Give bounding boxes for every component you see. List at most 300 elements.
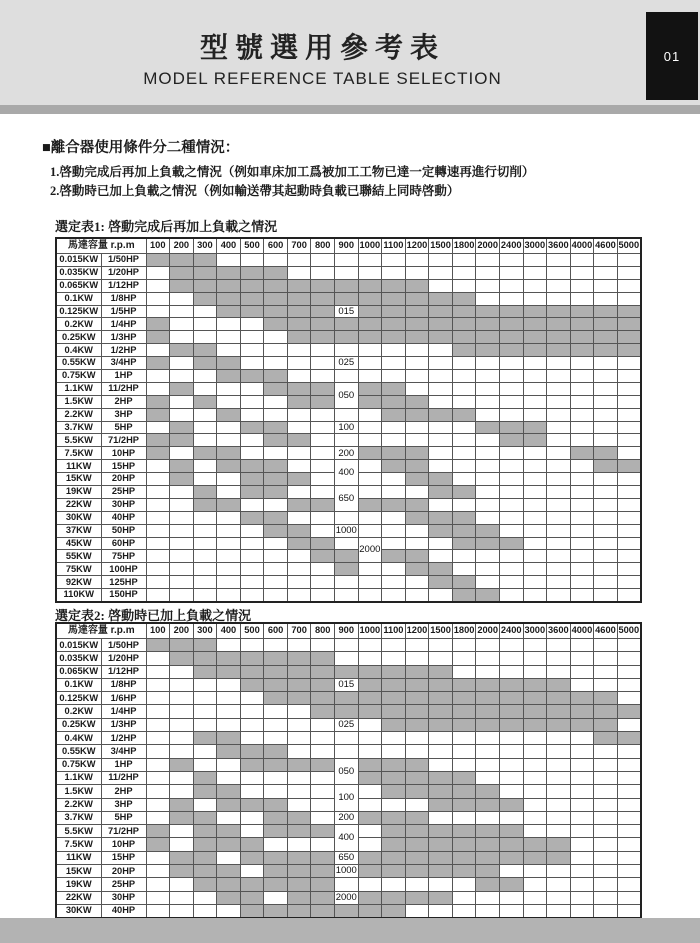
shaded-rpm-cell <box>170 851 194 864</box>
rpm-cell <box>547 292 571 305</box>
motor-kw-cell: 2.2KW <box>56 408 101 421</box>
shaded-rpm-cell <box>217 447 241 460</box>
shaded-rpm-cell <box>452 865 476 878</box>
shaded-rpm-cell <box>287 524 311 537</box>
model-label-cell: 400 <box>335 825 359 852</box>
rpm-cell <box>476 357 500 370</box>
rpm-cell <box>570 652 594 665</box>
rpm-cell <box>617 692 641 705</box>
rpm-cell <box>570 639 594 652</box>
rpm-cell <box>617 254 641 267</box>
shaded-rpm-cell <box>405 838 429 851</box>
rpm-cell <box>264 395 288 408</box>
rpm-cell <box>476 745 500 758</box>
rpm-cell <box>523 785 547 798</box>
shaded-rpm-cell <box>240 370 264 383</box>
motor-kw-cell: 0.015KW <box>56 254 101 267</box>
rpm-cell <box>570 408 594 421</box>
rpm-cell <box>523 473 547 486</box>
rpm-cell <box>594 865 618 878</box>
rpm-header: 800 <box>311 623 335 639</box>
shaded-rpm-cell <box>358 678 382 691</box>
rpm-cell <box>287 266 311 279</box>
shaded-rpm-cell <box>523 678 547 691</box>
rpm-cell <box>570 292 594 305</box>
shaded-rpm-cell <box>382 460 406 473</box>
shaded-rpm-cell <box>499 825 523 838</box>
rpm-header: 1500 <box>429 623 453 639</box>
rpm-cell <box>476 382 500 395</box>
shaded-rpm-cell <box>594 732 618 745</box>
motor-kw-cell: 19KW <box>56 486 101 499</box>
motor-hp-cell: 10HP <box>101 447 146 460</box>
shaded-rpm-cell <box>193 447 217 460</box>
rpm-cell <box>429 639 453 652</box>
shaded-rpm-cell <box>311 550 335 563</box>
shaded-rpm-cell <box>287 318 311 331</box>
rpm-cell <box>146 279 170 292</box>
rpm-cell <box>217 563 241 576</box>
table-row <box>56 639 641 652</box>
shaded-rpm-cell <box>382 838 406 851</box>
rpm-cell <box>547 537 571 550</box>
motor-kw-cell: 1.1KW <box>56 771 101 784</box>
shaded-rpm-cell <box>287 434 311 447</box>
rpm-cell <box>146 305 170 318</box>
shaded-rpm-cell <box>382 318 406 331</box>
rpm-cell <box>240 865 264 878</box>
rpm-cell <box>452 904 476 918</box>
rpm-cell <box>287 408 311 421</box>
shaded-rpm-cell <box>311 665 335 678</box>
shaded-rpm-cell <box>594 692 618 705</box>
shaded-rpm-cell <box>193 665 217 678</box>
shaded-rpm-cell <box>405 408 429 421</box>
rpm-cell <box>193 421 217 434</box>
shaded-rpm-cell <box>594 718 618 731</box>
shaded-rpm-cell <box>382 550 406 563</box>
motor-kw-cell: 55KW <box>56 550 101 563</box>
rpm-cell <box>594 537 618 550</box>
shaded-rpm-cell <box>358 705 382 718</box>
shaded-rpm-cell <box>287 758 311 771</box>
rpm-header: 900 <box>335 623 359 639</box>
rpm-cell <box>311 589 335 602</box>
rpm-cell <box>193 305 217 318</box>
rpm-cell <box>240 589 264 602</box>
shaded-rpm-cell <box>617 344 641 357</box>
shaded-rpm-cell <box>170 798 194 811</box>
rpm-header: 1800 <box>452 238 476 254</box>
shaded-rpm-cell <box>570 331 594 344</box>
shaded-rpm-cell <box>429 891 453 904</box>
motor-kw-cell: 0.4KW <box>56 732 101 745</box>
shaded-rpm-cell <box>405 460 429 473</box>
rpm-cell <box>335 745 359 758</box>
rpm-header-row <box>56 623 641 639</box>
rpm-cell <box>170 678 194 691</box>
shaded-rpm-cell <box>429 331 453 344</box>
shaded-rpm-cell <box>452 331 476 344</box>
rpm-cell <box>193 318 217 331</box>
rpm-cell <box>452 279 476 292</box>
shaded-rpm-cell <box>170 639 194 652</box>
shaded-rpm-cell <box>499 344 523 357</box>
rpm-cell <box>146 705 170 718</box>
rpm-cell <box>264 589 288 602</box>
rpm-cell <box>570 838 594 851</box>
rpm-cell <box>429 745 453 758</box>
shaded-rpm-cell <box>217 891 241 904</box>
shaded-rpm-cell <box>240 838 264 851</box>
rpm-cell <box>499 665 523 678</box>
rpm-cell <box>146 904 170 918</box>
rpm-cell <box>594 486 618 499</box>
rpm-cell <box>523 408 547 421</box>
shaded-rpm-cell <box>311 382 335 395</box>
shaded-rpm-cell <box>287 382 311 395</box>
motor-hp-cell: 1HP <box>101 370 146 383</box>
header-text-block <box>0 0 645 89</box>
rpm-cell <box>452 878 476 891</box>
rpm-cell <box>264 447 288 460</box>
rpm-cell <box>358 838 382 851</box>
rpm-cell <box>594 563 618 576</box>
shaded-rpm-cell <box>287 305 311 318</box>
table-row <box>56 563 641 576</box>
rpm-cell <box>570 851 594 864</box>
shaded-rpm-cell <box>311 652 335 665</box>
shaded-rpm-cell <box>617 331 641 344</box>
shaded-rpm-cell <box>311 395 335 408</box>
rpm-cell <box>264 357 288 370</box>
shaded-rpm-cell <box>193 498 217 511</box>
table-row <box>56 447 641 460</box>
rpm-cell <box>476 408 500 421</box>
rpm-cell <box>311 357 335 370</box>
rpm-cell <box>358 344 382 357</box>
shaded-rpm-cell <box>193 486 217 499</box>
rpm-cell <box>523 904 547 918</box>
rpm-header: 3000 <box>523 623 547 639</box>
shaded-rpm-cell <box>476 838 500 851</box>
motor-kw-cell: 15KW <box>56 865 101 878</box>
rpm-cell <box>547 589 571 602</box>
rpm-cell <box>311 473 335 486</box>
rpm-cell <box>547 904 571 918</box>
rpm-cell <box>146 785 170 798</box>
shaded-rpm-cell <box>499 705 523 718</box>
rpm-cell <box>287 838 311 851</box>
rpm-cell <box>617 395 641 408</box>
rpm-cell <box>358 652 382 665</box>
rpm-cell <box>523 292 547 305</box>
rpm-header: 1000 <box>358 623 382 639</box>
shaded-rpm-cell <box>382 665 406 678</box>
rpm-cell <box>311 511 335 524</box>
rpm-header: 200 <box>170 238 194 254</box>
model-label-cell: 200 <box>335 811 359 824</box>
shaded-rpm-cell <box>240 279 264 292</box>
shaded-rpm-cell <box>476 589 500 602</box>
rpm-cell <box>570 266 594 279</box>
motor-hp-cell: 11/2HP <box>101 771 146 784</box>
rpm-cell <box>617 798 641 811</box>
shaded-rpm-cell <box>452 705 476 718</box>
rpm-header: 1000 <box>358 238 382 254</box>
rpm-cell <box>405 357 429 370</box>
rpm-cell <box>523 447 547 460</box>
shaded-rpm-cell <box>240 292 264 305</box>
rpm-cell <box>170 705 194 718</box>
rpm-cell <box>405 904 429 918</box>
rpm-cell <box>476 447 500 460</box>
shaded-rpm-cell <box>193 279 217 292</box>
shaded-rpm-cell <box>193 639 217 652</box>
rpm-cell <box>217 331 241 344</box>
shaded-rpm-cell <box>382 395 406 408</box>
rpm-cell <box>382 434 406 447</box>
rpm-cell <box>405 745 429 758</box>
shaded-rpm-cell <box>499 421 523 434</box>
rpm-cell <box>146 550 170 563</box>
shaded-rpm-cell <box>358 758 382 771</box>
rpm-cell <box>594 292 618 305</box>
shaded-rpm-cell <box>429 473 453 486</box>
shaded-rpm-cell <box>240 473 264 486</box>
shaded-rpm-cell <box>476 678 500 691</box>
rpm-cell <box>382 524 406 537</box>
motor-kw-cell: 22KW <box>56 891 101 904</box>
rpm-cell <box>311 732 335 745</box>
page-number: 01 <box>663 48 681 64</box>
rpm-cell <box>170 563 194 576</box>
rpm-cell <box>523 266 547 279</box>
rpm-cell <box>193 705 217 718</box>
shaded-rpm-cell <box>523 344 547 357</box>
shaded-rpm-cell <box>499 305 523 318</box>
shaded-rpm-cell <box>452 305 476 318</box>
shaded-rpm-cell <box>240 851 264 864</box>
shaded-rpm-cell <box>358 891 382 904</box>
rpm-cell <box>452 891 476 904</box>
motor-kw-cell: 0.25KW <box>56 718 101 731</box>
rpm-cell <box>240 344 264 357</box>
rpm-cell <box>193 692 217 705</box>
shaded-rpm-cell <box>193 254 217 267</box>
shaded-rpm-cell <box>594 460 618 473</box>
shaded-rpm-cell <box>429 511 453 524</box>
rpm-header: 4600 <box>594 238 618 254</box>
shaded-rpm-cell <box>287 498 311 511</box>
rpm-cell <box>264 771 288 784</box>
rpm-header: 2400 <box>499 623 523 639</box>
shaded-rpm-cell <box>452 771 476 784</box>
rpm-cell <box>311 785 335 798</box>
rpm-cell <box>547 395 571 408</box>
rpm-cell <box>193 904 217 918</box>
rpm-header: 4000 <box>570 623 594 639</box>
shaded-rpm-cell <box>240 486 264 499</box>
shaded-rpm-cell <box>264 382 288 395</box>
shaded-rpm-cell <box>287 891 311 904</box>
rpm-cell <box>358 563 382 576</box>
rpm-cell <box>146 486 170 499</box>
rpm-cell <box>547 758 571 771</box>
rpm-cell <box>335 732 359 745</box>
rpm-cell <box>594 524 618 537</box>
rpm-cell <box>476 473 500 486</box>
shaded-rpm-cell <box>382 292 406 305</box>
rpm-cell <box>217 771 241 784</box>
rpm-cell <box>523 745 547 758</box>
rpm-cell <box>617 652 641 665</box>
rpm-cell <box>335 639 359 652</box>
motor-kw-cell: 3.7KW <box>56 421 101 434</box>
rpm-cell <box>382 732 406 745</box>
rpm-cell <box>594 652 618 665</box>
shaded-rpm-cell <box>594 305 618 318</box>
shaded-rpm-cell <box>217 785 241 798</box>
rpm-cell <box>547 652 571 665</box>
motor-kw-cell: 0.75KW <box>56 758 101 771</box>
rpm-cell <box>240 434 264 447</box>
motor-hp-cell: 30HP <box>101 498 146 511</box>
shaded-rpm-cell <box>452 318 476 331</box>
table-row <box>56 904 641 918</box>
table-row <box>56 266 641 279</box>
shaded-rpm-cell <box>170 811 194 824</box>
shaded-rpm-cell <box>146 357 170 370</box>
rpm-cell <box>570 745 594 758</box>
rpm-cell <box>240 524 264 537</box>
shaded-rpm-cell <box>429 486 453 499</box>
rpm-cell <box>264 408 288 421</box>
model-label-cell: 100 <box>335 785 359 812</box>
motor-kw-cell: 45KW <box>56 537 101 550</box>
rpm-cell <box>240 785 264 798</box>
shaded-rpm-cell <box>382 705 406 718</box>
rpm-cell <box>547 434 571 447</box>
table-row <box>56 460 641 473</box>
rpm-cell <box>287 357 311 370</box>
rpm-header: 500 <box>240 623 264 639</box>
rpm-cell <box>358 460 382 473</box>
rpm-cell <box>570 878 594 891</box>
rpm-cell <box>146 865 170 878</box>
rpm-header: 2000 <box>476 238 500 254</box>
rpm-cell <box>594 665 618 678</box>
shaded-rpm-cell <box>405 718 429 731</box>
rpm-header: 1800 <box>452 623 476 639</box>
shaded-rpm-cell <box>240 665 264 678</box>
rpm-cell <box>287 421 311 434</box>
rpm-cell <box>382 486 406 499</box>
motor-hp-cell: 1/2HP <box>101 344 146 357</box>
rpm-cell <box>452 447 476 460</box>
shaded-rpm-cell <box>429 705 453 718</box>
rpm-cell <box>217 421 241 434</box>
rpm-cell <box>382 639 406 652</box>
rpm-cell <box>264 576 288 589</box>
shaded-rpm-cell <box>358 447 382 460</box>
shaded-rpm-cell <box>570 692 594 705</box>
shaded-rpm-cell <box>264 678 288 691</box>
rpm-cell <box>499 785 523 798</box>
shaded-rpm-cell <box>594 331 618 344</box>
rpm-cell <box>570 524 594 537</box>
shaded-rpm-cell <box>240 421 264 434</box>
table-row <box>56 652 641 665</box>
shaded-rpm-cell <box>358 279 382 292</box>
motor-hp-cell: 1/4HP <box>101 705 146 718</box>
motor-hp-cell: 15HP <box>101 851 146 864</box>
motor-hp-cell: 3HP <box>101 408 146 421</box>
rpm-cell <box>146 732 170 745</box>
rpm-cell <box>617 408 641 421</box>
shaded-rpm-cell <box>499 537 523 550</box>
shaded-rpm-cell <box>264 878 288 891</box>
rpm-cell <box>547 498 571 511</box>
motor-hp-cell: 50HP <box>101 524 146 537</box>
rpm-cell <box>523 878 547 891</box>
motor-kw-cell: 75KW <box>56 563 101 576</box>
shaded-rpm-cell <box>570 447 594 460</box>
table-row <box>56 434 641 447</box>
rpm-cell <box>170 331 194 344</box>
rpm-cell <box>547 524 571 537</box>
rpm-cell <box>617 357 641 370</box>
model-label-cell: 650 <box>335 851 359 864</box>
model-label-cell: 015 <box>335 678 359 691</box>
shaded-rpm-cell <box>547 705 571 718</box>
rpm-cell <box>311 486 335 499</box>
shaded-rpm-cell <box>193 292 217 305</box>
rpm-cell <box>429 434 453 447</box>
shaded-rpm-cell <box>617 460 641 473</box>
rpm-header: 700 <box>287 238 311 254</box>
rpm-cell <box>547 639 571 652</box>
shaded-rpm-cell <box>311 678 335 691</box>
rpm-cell <box>476 771 500 784</box>
rpm-cell <box>405 878 429 891</box>
rpm-cell <box>570 891 594 904</box>
rpm-cell <box>335 589 359 602</box>
rpm-cell <box>570 550 594 563</box>
shaded-rpm-cell <box>311 537 335 550</box>
shaded-rpm-cell <box>617 732 641 745</box>
table-row <box>56 758 641 771</box>
shaded-rpm-cell <box>170 421 194 434</box>
shaded-rpm-cell <box>335 665 359 678</box>
shaded-rpm-cell <box>170 344 194 357</box>
shaded-rpm-cell <box>170 279 194 292</box>
rpm-cell <box>311 421 335 434</box>
shaded-rpm-cell <box>547 318 571 331</box>
motor-hp-cell: 20HP <box>101 865 146 878</box>
shaded-rpm-cell <box>217 838 241 851</box>
model-label-cell: 650 <box>335 486 359 512</box>
rpm-cell <box>452 421 476 434</box>
rpm-cell <box>311 266 335 279</box>
model-label-cell: 1000 <box>335 865 357 877</box>
rpm-header: 400 <box>217 238 241 254</box>
rpm-cell <box>547 878 571 891</box>
rpm-cell <box>264 563 288 576</box>
motor-hp-cell: 71/2HP <box>101 825 146 838</box>
table-row <box>56 705 641 718</box>
rpm-cell <box>193 473 217 486</box>
